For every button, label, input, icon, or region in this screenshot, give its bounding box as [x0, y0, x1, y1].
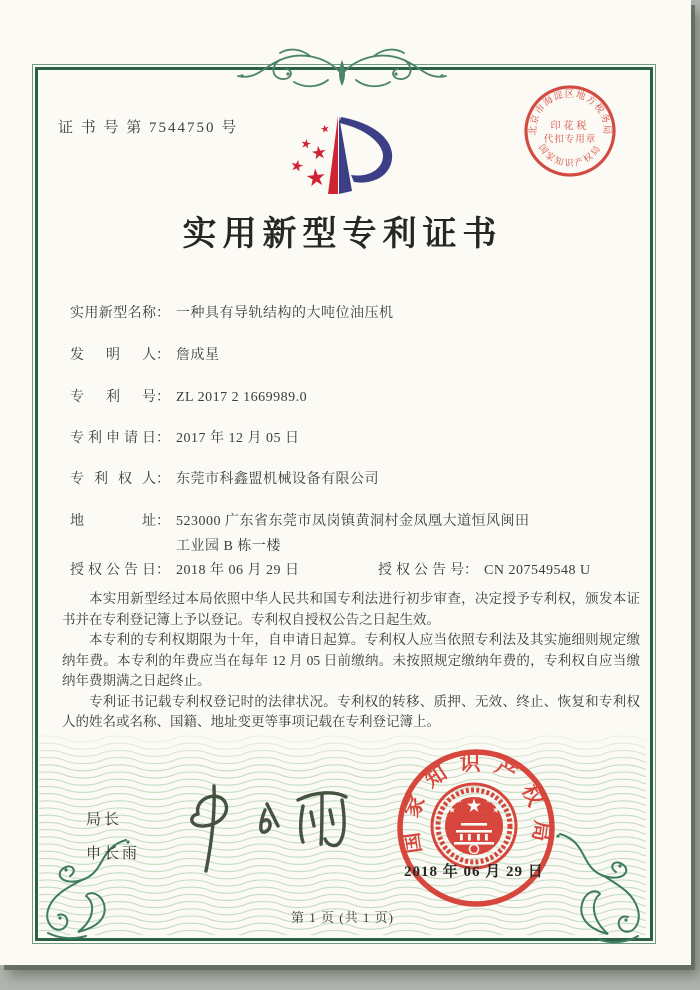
stamp-center-line2: 代扣专用章 [543, 135, 597, 145]
field-value: CN 207549548 U [484, 563, 591, 578]
field-label: 专利申请日 [70, 431, 156, 446]
stamp-arc-bottom-text: 国家知识产权局 [536, 142, 604, 169]
field-colon: ： [156, 514, 170, 529]
field-value: 一种具有导轨结构的大吨位油压机 [176, 306, 394, 321]
field-colon: ： [464, 563, 478, 578]
field-label: 授权公告日 [70, 563, 156, 578]
stamp-center-line1: 印花税 [550, 121, 590, 132]
field-label: 专利权人 [70, 472, 156, 487]
signer-name: 申长雨 [86, 846, 141, 862]
paragraph-term-fees: 本专利的专利权期限为十年，自申请日起算。专利权人应当依照专利法及其实施细则规定缴纳年费。本专利的年费应当在每年 12 月 05 日前缴纳。未按照规定缴纳年费的，专利权自应当缴纳年费期满之日起终止。 [62, 632, 640, 688]
top-border-ornament [232, 46, 452, 92]
field-row-name [70, 302, 394, 322]
logo-wedge [328, 116, 392, 194]
field-label: 地址 [70, 514, 156, 529]
cnipa-red-seal [390, 742, 562, 914]
field-label: 实用新型名称 [70, 306, 156, 321]
field-colon: ： [156, 431, 170, 446]
page-footer: 第 1 页 (共 1 页) [291, 910, 394, 925]
svg-text:国家知识产权局 [537, 142, 604, 168]
tax-withholding-stamp [522, 83, 618, 179]
field-address-line2: 工业园 B 栋一楼 [176, 539, 281, 554]
field-row-patentee [70, 468, 379, 488]
paragraph-grant: 本实用新型经过本局依照中华人民共和国专利法进行初步审查，决定授予专利权，颁发本证书并在专利登记簿上予以登记。专利权自授权公告之日起生效。 [62, 591, 640, 627]
national-emblem [432, 784, 516, 868]
bottom-right-flourish [552, 828, 652, 953]
field-row-patent-no [70, 386, 307, 406]
field-colon: ： [156, 348, 170, 363]
signer-title: 局长 [86, 812, 123, 828]
legal-paragraphs [62, 589, 640, 733]
stamp-arc-top-text: 北京市海淀区地方税务局 [528, 89, 612, 136]
field-value: 2018 年 06 月 29 日 [176, 563, 300, 578]
field-value: ZL 2017 2 1669989.0 [176, 390, 308, 405]
field-colon: ： [156, 390, 170, 405]
certificate-number: 证 书 号 第 7544750 号 [58, 120, 239, 136]
seal-date: 2018 年 06 月 29 日 [404, 864, 544, 880]
field-label: 发明人 [70, 348, 156, 363]
field-value: 2017 年 12 月 05 日 [176, 431, 300, 446]
field-value: 詹成星 [176, 348, 220, 363]
field-row-address [70, 510, 530, 530]
field-row-gazette-no [378, 559, 591, 579]
certificate-title: 实用新型专利证书 [182, 216, 503, 253]
logo-stars [290, 124, 329, 187]
field-colon: ： [156, 563, 170, 578]
field-colon: ： [156, 306, 170, 321]
seal-agency-text: 国家知识产权局 [397, 750, 555, 855]
director-signature [170, 776, 360, 881]
field-label: 授权公告号 [378, 563, 464, 578]
field-label: 专利号 [70, 390, 156, 405]
field-value: 东莞市科鑫盟机械设备有限公司 [176, 472, 379, 487]
field-row-inventor [70, 344, 220, 364]
cnipa-patent-logo [288, 104, 400, 200]
field-colon: ： [156, 472, 170, 487]
field-value: 523000 广东省东莞市凤岗镇黄洞村金凤凰大道恒风闽田 [176, 514, 530, 529]
field-row-grant-date [70, 559, 300, 579]
paragraph-register: 专利证书记载专利权登记时的法律状况。专利权的转移、质押、无效、终止、恢复和专利权人的姓名或名称、国籍、地址变更等事项记载在专利登记簿上。 [62, 693, 640, 729]
field-row-filing-date [70, 427, 300, 447]
